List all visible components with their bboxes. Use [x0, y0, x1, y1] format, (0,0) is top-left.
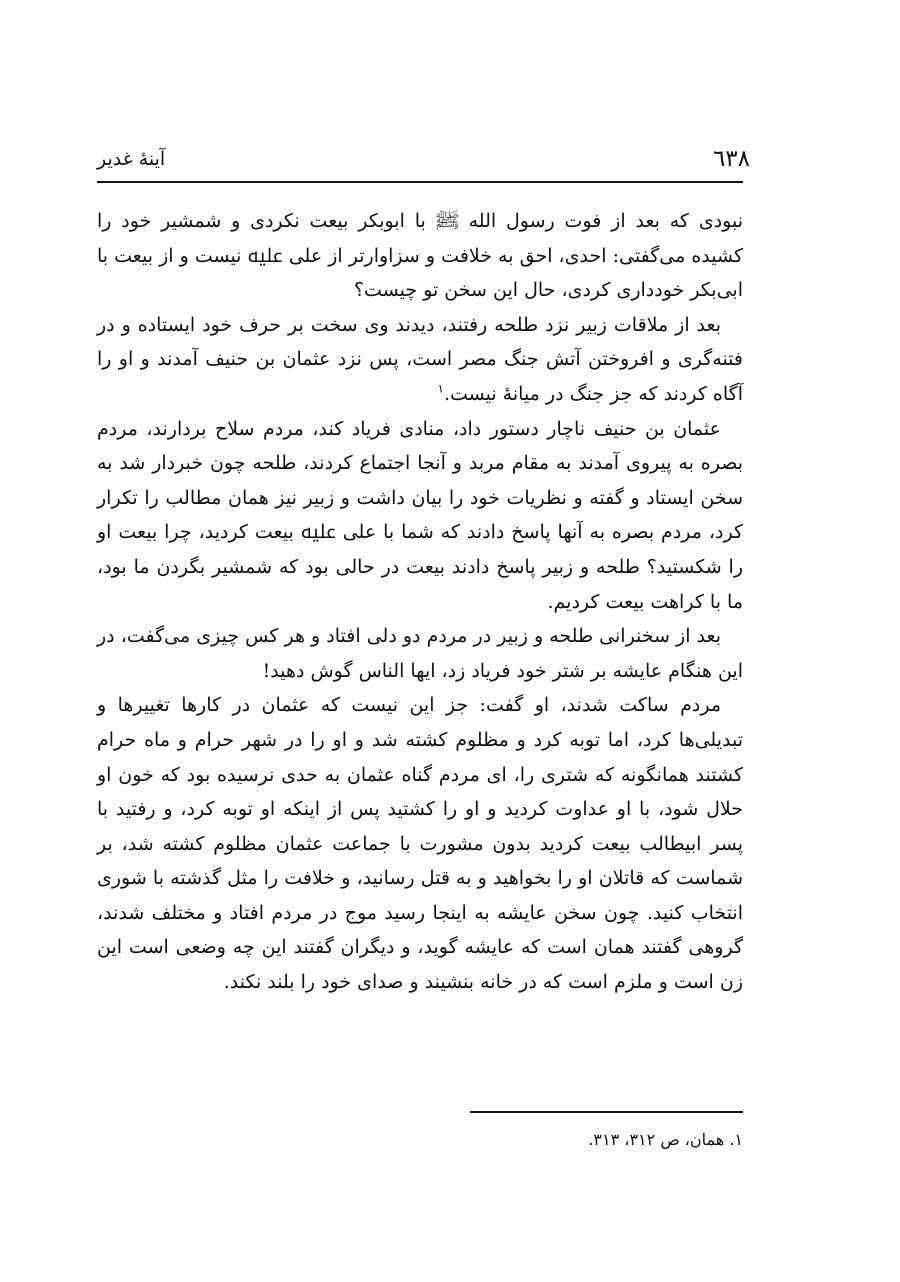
footnote-marker: ١	[437, 381, 444, 396]
paragraph-4: بعد از سخنرانی طلحه و زبیر در مردم دو دلی افتاد و هر کس چیزی می‌گفت، در این هنگام عایشه بر شتر خود فریاد زد، ایها الناس گوش دهید!	[97, 625, 743, 682]
paragraph-3: عثمان بن حنیف ناچار دستور داد، منادی فریاد کند، مردم سلاح بردارند، مردم بصره به پیروی آمدند به مقام مربد و آنجا اجتماع کردند، طلحه چون خبردار شد به سخن ایستاد و گفته و نظریات خود را بیان داشت و زبیر نیز همان مطالب را تکرار کرد، مردم بصره به آنها پاسخ دادند که شما با علی ﷷ بیعت کردید، چرا بیعت او را شکستید؟ طلحه و زبیر پاسخ دادند بیعت در حالی بود که شمشیر بگردن ما بود، ما با کراهت بیعت کردیم.	[97, 417, 743, 613]
paragraph-5: مردم ساکت شدند، او گفت: جز این نیست که عثمان در کارها تغییرها و تبدیلی‌ها کرد، اما توبه کرد و مظلوم کشته شد و او را در شهر حرام و ماه حرام کشتند همانگونه که شتری را، ای مردم گناه عثمان به حدی نرسیده بود که خون او حلال شود، با او عداوت کردید و او را کشتید پس از اینکه او توبه کرد، و رفتید با پسر ابیطالب بیعت کردید بدون مشورت با جماعت عثمان مظلوم کشته شد، بر شماست که قاتلان او را بخواهید و به قتل رسانید، و خلافت را مثل گذشته با شوری انتخاب کنید. چون سخن عایشه به اینجا رسید موج در مردم افتاد و مختلف شدند، گروهی گفتند همان است که عایشه گوید، و دیگران گفتند این چه وضعی است این زن است و ملزم است که در خانه بنشیند و صدای خود را بلند نکند.	[97, 694, 743, 994]
footnote: ١. همان، ص ٣١٢، ٣١٣.	[588, 1130, 743, 1149]
page-number: ٦٣٨	[712, 146, 750, 172]
paragraph-2-text: بعد از ملاقات زبیر نزد طلحه رفتند، دیدند وی سخت بر حرف خود ایستاده و در فتنه‌گری و افروختن آتش جنگ مصر است، پس نزد عثمان بن حنیف آمدند و او را آگاه کردند که جز جنگ در میانهٔ نیست.	[97, 313, 743, 405]
running-title: آینهٔ غدیر	[97, 148, 166, 170]
footnote-rule	[470, 1111, 743, 1113]
header-rule	[97, 181, 743, 183]
body-text	[97, 204, 743, 1000]
paragraph-2	[97, 308, 743, 412]
paragraph-1: نبودی که بعد از فوت رسول الله ﷺ با ابوبکر بیعت نکردی و شمشیر خود را کشیده می‌گفتی: احدی، احق به خلافت و سزاوارتر از علی ﷷ نیست و از بیعت با ابی‌بکر خودداری کردی، حال این سخن تو چیست؟	[97, 210, 743, 302]
